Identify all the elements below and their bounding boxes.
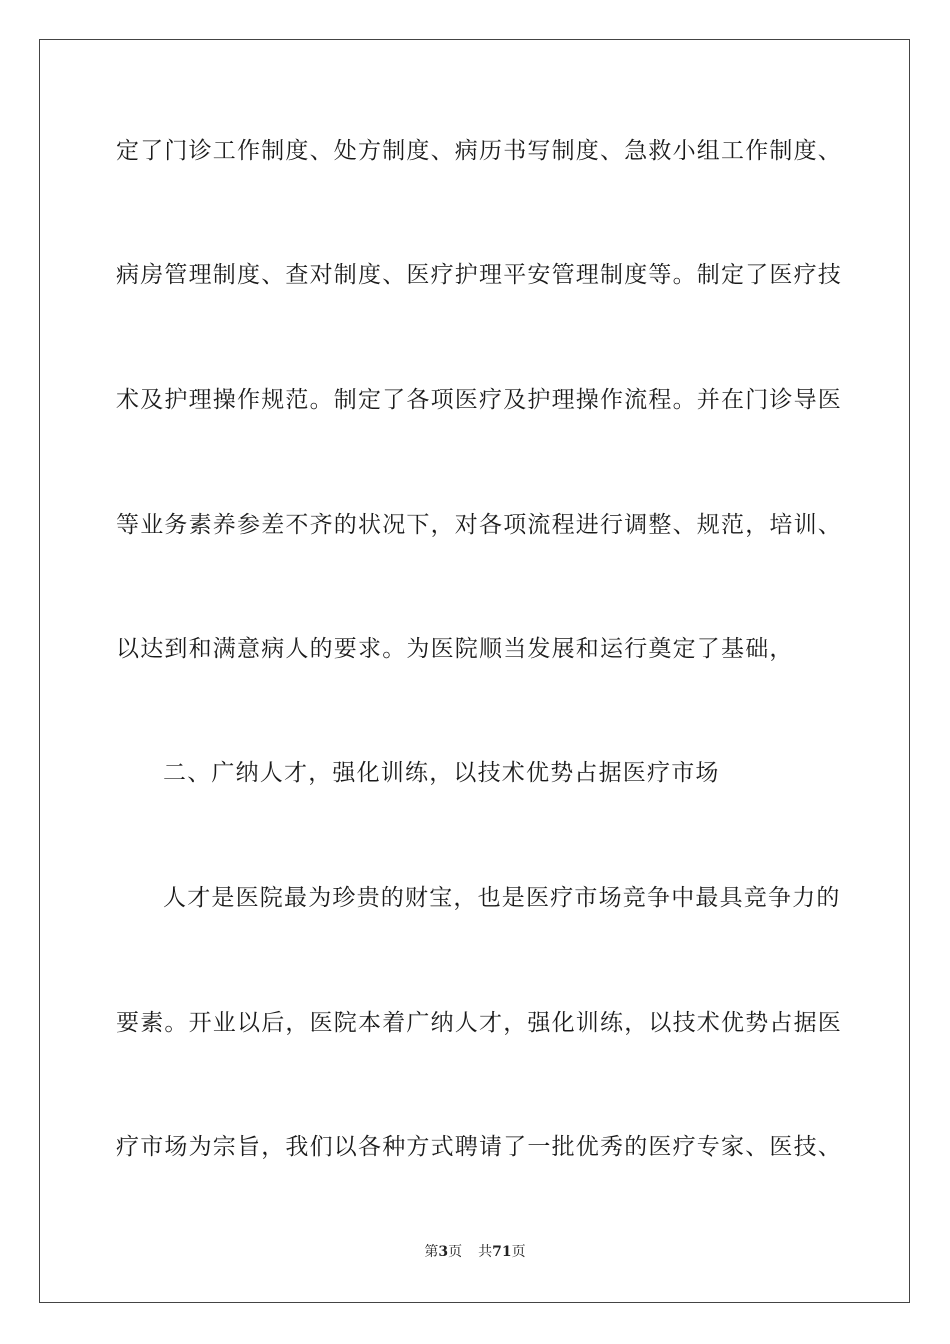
body-text-line-7: 要素。开业以后，医院本着广纳人才，强化训练，以技术优势占据医	[116, 1010, 842, 1036]
body-text-line-6: 人才是医院最为珍贵的财宝，也是医疗市场竞争中最具竞争力的	[163, 885, 841, 911]
total-suffix: 页	[511, 1244, 526, 1260]
page-border	[39, 39, 910, 1303]
page-prefix: 第	[424, 1244, 439, 1260]
body-text-line-3: 术及护理操作规范。制定了各项医疗及护理操作流程。并在门诊导医	[116, 387, 842, 413]
page-suffix: 页	[448, 1244, 463, 1260]
total-prefix: 共	[478, 1244, 493, 1260]
body-text-line-2: 病房管理制度、查对制度、医疗护理平安管理制度等。制定了医疗技	[116, 262, 842, 288]
page-footer	[0, 1243, 950, 1261]
page-number: 3	[438, 1244, 449, 1260]
section-heading: 二、广纳人才，强化训练，以技术优势占据医疗市场	[163, 760, 720, 786]
total-pages: 71	[492, 1244, 512, 1260]
body-text-line-8: 疗市场为宗旨，我们以各种方式聘请了一批优秀的医疗专家、医技、	[116, 1134, 842, 1160]
body-text-line-5: 以达到和满意病人的要求。为医院顺当发展和运行奠定了基础，	[116, 636, 794, 662]
body-text-line-4: 等业务素养参差不齐的状况下，对各项流程进行调整、规范，培训、	[116, 512, 842, 538]
body-text-line-1: 定了门诊工作制度、处方制度、病历书写制度、急救小组工作制度、	[116, 138, 842, 164]
